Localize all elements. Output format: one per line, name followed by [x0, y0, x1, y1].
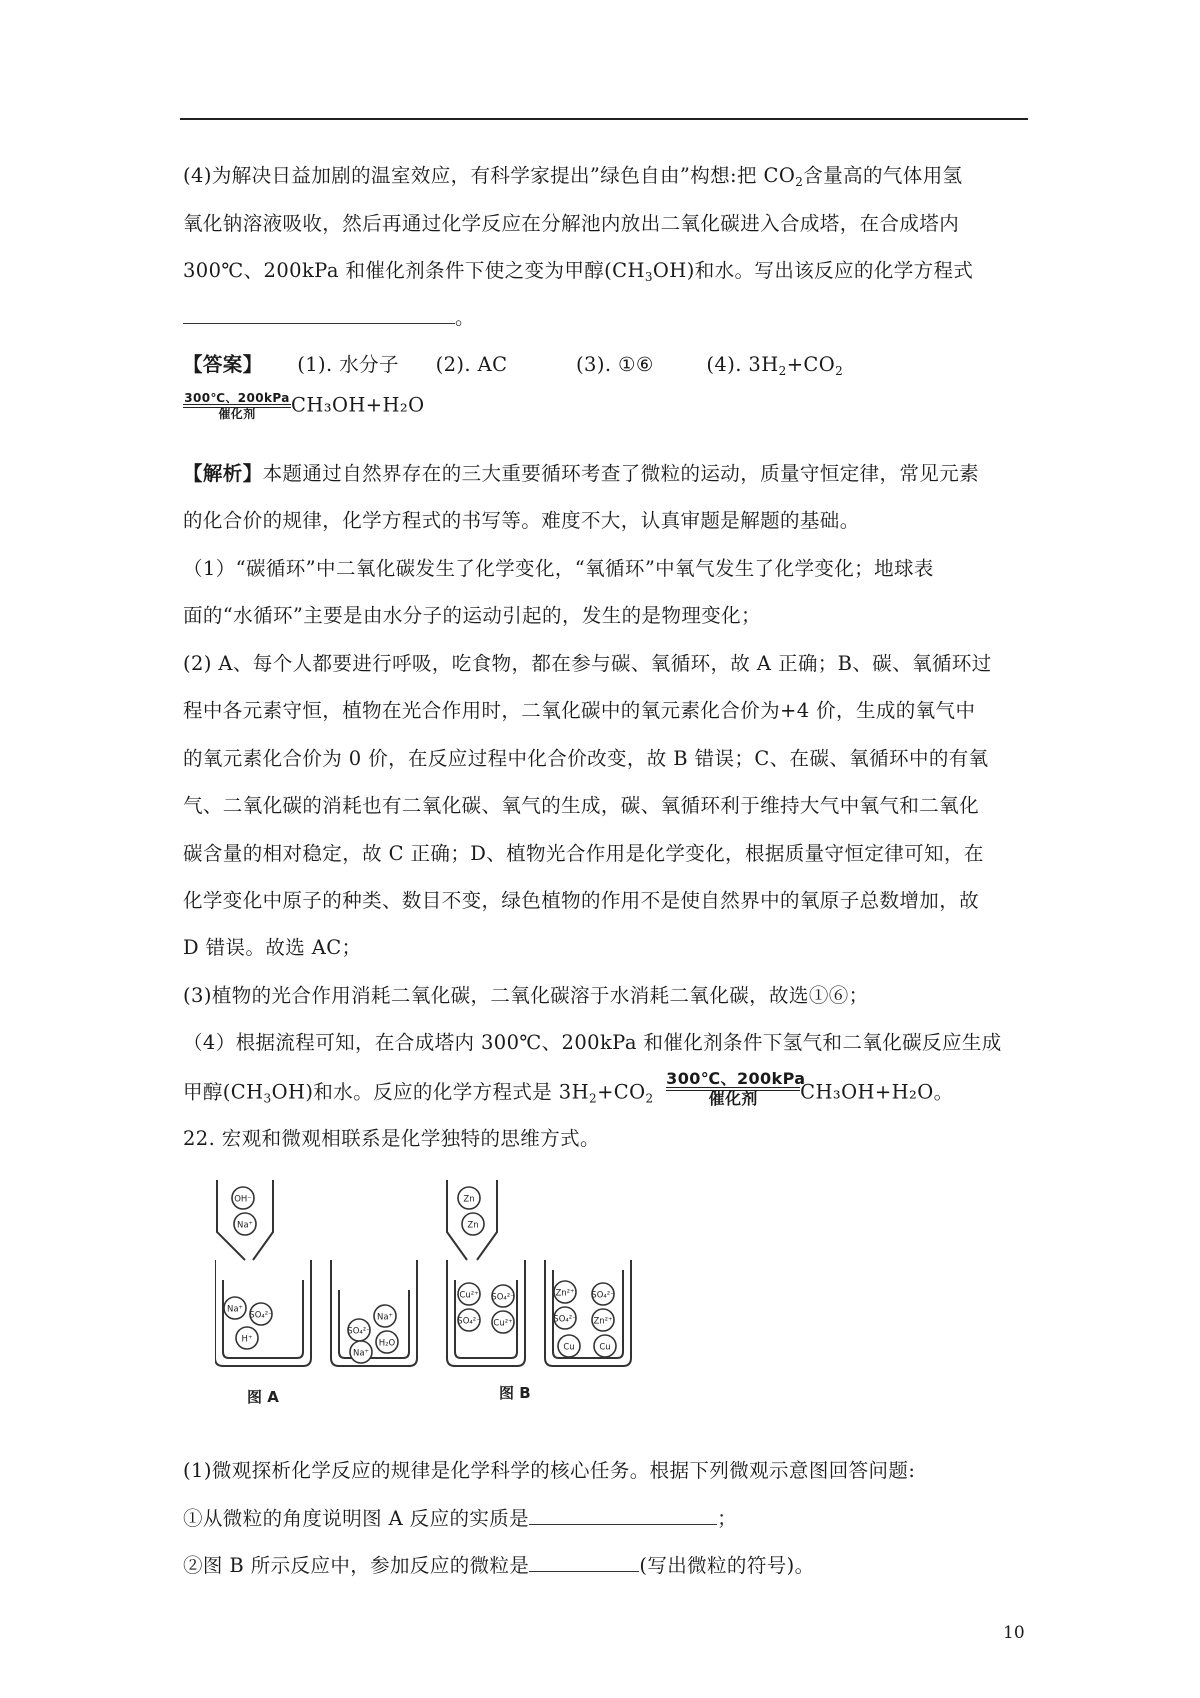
analysis-line1: 【解析】本题通过自然界存在的三大重要循环考查了微粒的运动，质量守恒定律，常见元素: [183, 462, 980, 485]
particle-label: Zn²⁺: [555, 1288, 575, 1299]
particles: [224, 1187, 616, 1363]
figure-b-label: 图 B: [499, 1384, 531, 1402]
analysis-p2-line2: 程中各元素守恒，植物在光合作用时，二氧化碳中的氧元素化合价为+4 价，生成的氧气中: [183, 699, 976, 722]
analysis-p2-line5: 碳含量的相对稳定，故 C 正确；D、植物光合作用是化学变化，根据质量守恒定律可知，在: [183, 842, 984, 865]
analysis-line2: 的化合价的规律，化学方程式的书写等。难度不大，认真审题是解题的基础。: [183, 509, 860, 532]
answer-line: [183, 349, 843, 378]
particle-label: SO₄²⁻: [457, 1316, 481, 1327]
particle-label: SO₄²⁻: [347, 1326, 371, 1337]
beaker-b1: [447, 1260, 525, 1366]
particle-label: OH⁻: [234, 1194, 252, 1205]
analysis-label: 【解析】: [183, 462, 263, 485]
analysis-p4-line1: （4）根据流程可知，在合成塔内 300℃、200kPa 和催化剂条件下氢气和二氧化碳反应生成: [183, 1031, 1002, 1054]
particle-label: SO₄²⁻: [591, 1290, 615, 1301]
q22-title: 22. 宏观和微观相联系是化学独特的思维方式。: [183, 1127, 600, 1150]
figure-a-label: 图 A: [247, 1388, 279, 1406]
particle-label: SO₄²⁻: [553, 1314, 577, 1325]
analysis-p1-line1: （1）“碳循环”中二氧化碳发生了化学变化，“氧循环”中氧气发生了化学变化；地球表: [183, 557, 934, 580]
answer-item-4: (4). $3H_2+CO_2$: [706, 353, 844, 378]
answer-product: CH₃OH+H₂O: [291, 393, 425, 417]
particle-label: Zn²⁺: [593, 1316, 613, 1327]
particle-label: H₂O: [378, 1338, 396, 1349]
q4-line4: 。: [183, 302, 475, 330]
answer-item-2: (2). AC: [435, 353, 508, 376]
answer-item-3: (3). ①⑥: [576, 353, 654, 376]
particle-label: Na⁺: [226, 1304, 244, 1315]
reaction-condition: 300℃、200kPa 催化剂: [184, 391, 290, 421]
analysis-p2-line6: 化学变化中原子的种类、数目不变，绿色植物的作用不是使自然界中的氧原子总数增加，故: [183, 889, 980, 912]
q4-line2: 氧化钠溶液吸收，然后再通过化学反应在分解池内放出二氧化碳进入合成塔，在合成塔内: [183, 212, 960, 235]
analysis-p2-line7: D 错误。故选 AC；: [183, 936, 362, 959]
header-rule: [180, 118, 1028, 120]
particle-label: SO₄²⁻: [491, 1292, 515, 1303]
analysis-p4-line2: 甲醇$(CH_3OH)$和水。反应的化学方程式是 $3H_2+CO_2$ 300℃、200kPa 催化剂 CH₃OH+H₂O。: [183, 1069, 954, 1108]
particle-diagram-svg: [215, 1180, 685, 1420]
particle-label: Zn: [467, 1220, 479, 1231]
particle-label: Na⁺: [236, 1220, 254, 1231]
q4-line1: (4)为解决日益加剧的温室效应，有科学家提出”绿色自由”构想:把 $CO_2$含量高的气体用氢: [183, 164, 963, 189]
particle-label: Cu: [599, 1342, 611, 1353]
answer-blank-2[interactable]: [529, 1553, 639, 1572]
q4-line3: 300℃、200kPa 和催化剂条件下使之变为甲醇$(CH_3OH)$和水。写出该反应的化学方程式: [183, 259, 974, 284]
q22-sub1: (1)微观探析化学反应的规律是化学科学的核心任务。根据下列微观示意图回答问题:: [183, 1459, 916, 1482]
analysis-p2-line1: (2) A、每个人都要进行呼吸，吃食物，都在参与碳、氧循环，故 A 正确；B、碳、氧循环过: [183, 652, 992, 675]
particle-label: Zn: [463, 1194, 475, 1205]
answer-equation: [183, 392, 424, 420]
analysis-product: CH₃OH+H₂O。: [800, 1080, 954, 1104]
analysis-p3: (3)植物的光合作用消耗二氧化碳，二氧化碳溶于水消耗二氧化碳，故选①⑥；: [183, 984, 869, 1007]
analysis-p1-line2: 面的“水循环”主要是由水分子的运动引起的，发生的是物理变化；: [183, 604, 761, 627]
particle-diagram: [215, 1180, 685, 1420]
particle-label: SO₄²⁻: [249, 1310, 273, 1321]
particle-label: Na⁺: [376, 1312, 394, 1323]
analysis-p2-line4: 气、二氧化碳的消耗也有二氧化碳、氧气的生成，碳、氧循环利于维持大气中氧气和二氧化: [183, 794, 980, 817]
page-number: 10: [1003, 1623, 1025, 1643]
q22-sub1-1: ①从微粒的角度说明图 A 反应的实质是 ；: [183, 1507, 737, 1530]
answer-blank-1[interactable]: [529, 1506, 717, 1525]
answer-blank[interactable]: [183, 305, 455, 324]
particle-label: Cu: [563, 1342, 575, 1353]
q22-sub1-2: ②图 B 所示反应中，参加反应的微粒是 (写出微粒的符号)。: [183, 1554, 815, 1577]
particle-label: Na⁺: [352, 1348, 370, 1359]
answer-label: 【答案】: [183, 353, 263, 376]
particle-label: Cu²⁺: [459, 1290, 479, 1301]
reaction-condition-2: 300℃、200kPa 催化剂: [666, 1069, 806, 1108]
particle-label: Cu²⁺: [493, 1318, 513, 1329]
particle-label: H⁺: [241, 1334, 253, 1345]
analysis-p2-line3: 的氧元素化合价为 0 价，在反应过程中化合价改变，故 B 错误；C、在碳、氧循环中的有氧: [183, 747, 989, 770]
answer-item-1: (1). 水分子: [297, 353, 399, 376]
